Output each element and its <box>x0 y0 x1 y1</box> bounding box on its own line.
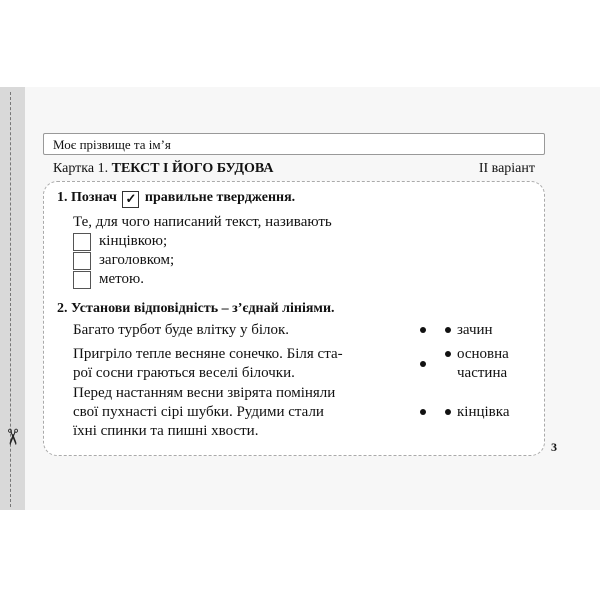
option-1-checkbox[interactable] <box>73 233 91 251</box>
option-3-label: метою. <box>99 271 144 287</box>
task1-title <box>57 190 295 208</box>
task1-prompt: Те, для чого написаний текст, називають <box>73 214 332 230</box>
option-1-label: кінцівкою; <box>99 233 168 249</box>
option-2-label: заголовком; <box>99 252 175 268</box>
match-option-main-2: частина <box>457 365 508 381</box>
right-dot-3[interactable] <box>445 409 451 415</box>
card-variant: II варіант <box>478 161 535 176</box>
left-dot-1[interactable] <box>420 327 426 333</box>
match-text-3b: свої пухнасті сірі шубки. Рудими стали <box>73 404 324 420</box>
card-prefix: Картка 1. <box>53 161 109 176</box>
card-title <box>53 161 273 177</box>
checkmark-icon: ✓ <box>122 191 139 208</box>
left-dot-2[interactable] <box>420 361 426 367</box>
task1-title-end: правильне твердження. <box>144 190 296 205</box>
card-topic: ТЕКСТ І ЙОГО БУДОВА <box>111 161 274 176</box>
match-option-opening: зачин <box>457 322 493 338</box>
match-text-1: Багато турбот буде влітку у білок. <box>73 322 290 338</box>
option-2-checkbox[interactable] <box>73 252 91 270</box>
card-header <box>53 161 535 181</box>
match-text-2a: Пригріло тепле весняне сонечко. Біля ста- <box>73 346 343 362</box>
right-dot-1[interactable] <box>445 327 451 333</box>
page-number: 3 <box>551 440 557 454</box>
name-field-label: Моє прізвище та ім’я <box>53 137 171 152</box>
task2-title: 2. Установи відповідність – з’єднай лініями. <box>57 301 335 316</box>
match-text-3a: Перед настанням весни звірята поміняли <box>73 385 336 401</box>
name-field[interactable] <box>43 133 545 155</box>
option-3-checkbox[interactable] <box>73 271 91 289</box>
match-option-ending: кінцівка <box>457 404 510 420</box>
match-text-3c: їхні спинки та пишні хвости. <box>73 423 259 439</box>
match-option-main-1: основна <box>457 346 509 362</box>
match-text-2b: рої сосни граються веселі білочки. <box>73 365 295 381</box>
task1-title-start: 1. Познач <box>57 190 117 205</box>
right-dot-2[interactable] <box>445 351 451 357</box>
left-dot-3[interactable] <box>420 409 426 415</box>
scissors-icon: ✂ <box>0 427 26 447</box>
